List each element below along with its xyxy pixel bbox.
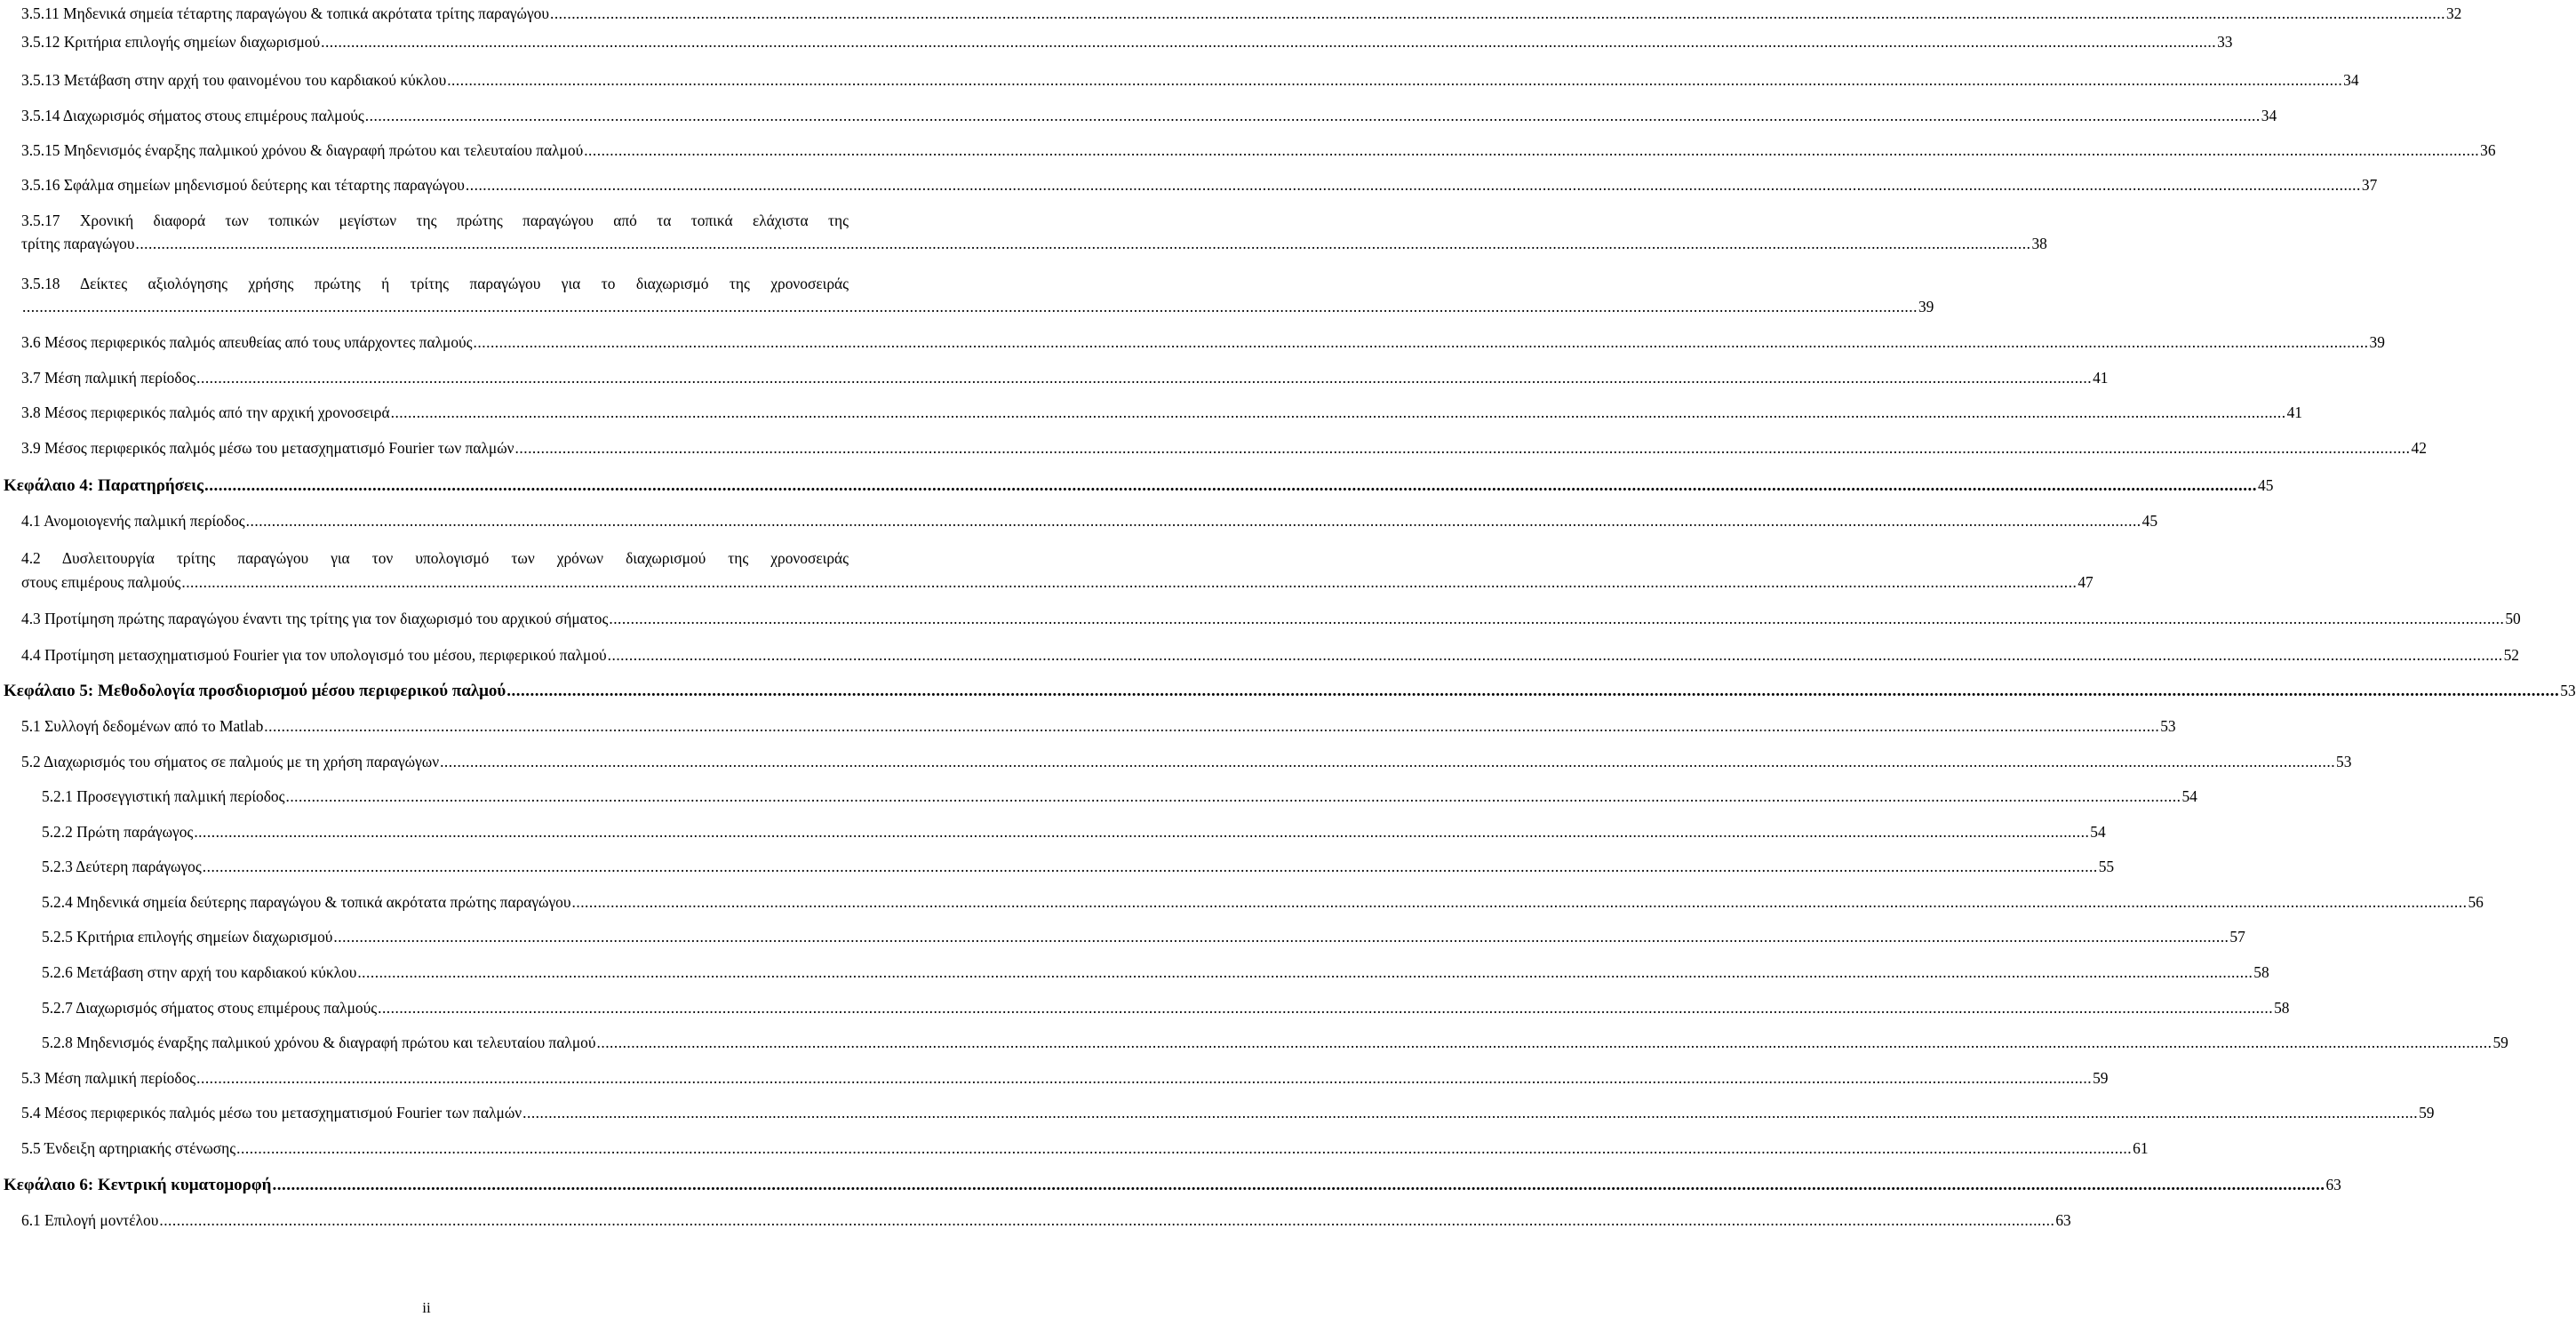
page-number: 41 [2093, 369, 2109, 387]
toc-entry[interactable]: 3.5.13 Μετάβαση στην αρχή του φαινομένου του καρδιακού κύκλου ..... 34 [21, 70, 849, 90]
leader-dots [391, 403, 2286, 422]
page-number: 53 [2560, 682, 2576, 699]
toc-entry[interactable]: 3.5.14 Διαχωρισμός σήματος στους επιμέρους παλμούς ..... 34 [21, 106, 849, 125]
page-number: 57 [2229, 928, 2245, 946]
leader-dots [608, 645, 2503, 665]
page-number: 58 [2274, 999, 2290, 1017]
leader-dots [196, 368, 2092, 387]
toc-entry[interactable]: 3.5.12 Κριτήρια επιλογής σημείων διαχωρισμού ..... 33 [21, 32, 849, 52]
leader-dots [264, 716, 2159, 736]
leader-dots [196, 1068, 2092, 1088]
toc-chapter-entry[interactable]: Κεφάλαιο 5: Μεθοδολογία προσδιορισμού μέσου περιφερικού παλμού ..... 53 [4, 681, 849, 701]
page-number: 52 [2503, 646, 2519, 664]
page-number: 61 [2133, 1139, 2149, 1157]
toc-entry[interactable]: 5.2.2 Πρώτη παράγωγος ..... 54 [42, 822, 849, 842]
leader-dots [272, 1176, 2325, 1195]
leader-dots [246, 511, 2141, 531]
page-number: 45 [2258, 476, 2274, 494]
leader-dots [597, 1033, 2492, 1052]
toc-entry[interactable]: 5.2.7 Διαχωρισμός σήματος στους επιμέρους παλμούς ..... 58 [42, 998, 849, 1018]
toc-entry[interactable]: 3.8 Μέσος περιφερικός παλμός από την αρχική χρονοσειρά ..... 41 [21, 403, 849, 422]
page-number: 54 [2090, 823, 2106, 841]
page-number: 59 [2093, 1069, 2109, 1087]
toc-entry[interactable]: 3.6 Μέσος περιφερικός παλμός απευθείας από τους υπάρχοντες παλμούς ..... 39 [21, 332, 849, 352]
page-number: 63 [2325, 1176, 2341, 1193]
leader-dots [204, 476, 2257, 496]
leader-dots [285, 786, 2181, 806]
page-number: 41 [2286, 403, 2302, 421]
leader-dots [181, 572, 2077, 592]
page-footer-number: ii [422, 1299, 431, 1316]
toc-entry[interactable]: 5.2.4 Μηδενικά σημεία δεύτερης παραγώγου & τοπικά ακρότατα πρώτης παραγώγου ..... 56 [42, 892, 849, 912]
leader-dots [474, 332, 2369, 352]
leader-dots [357, 962, 2253, 982]
toc-chapter-entry[interactable]: Κεφάλαιο 6: Κεντρική κυματομορφή ..... 63 [4, 1175, 849, 1195]
toc-entry[interactable]: 5.2.3 Δεύτερη παράγωγος ..... 55 [42, 857, 849, 876]
toc-entry[interactable]: 5.2.6 Μετάβαση στην αρχή του καρδιακού κύκλου ..... 58 [42, 962, 849, 982]
page-number: 54 [2181, 787, 2197, 805]
leader-dots [203, 857, 2098, 876]
leader-dots [159, 1210, 2054, 1230]
page-number: 38 [2031, 235, 2047, 252]
toc-entry[interactable]: 3.5.11 Μηδενικά σημεία τέταρτης παραγώγου & τοπικά ακρότατα τρίτης παραγώγου ..... 32 [21, 4, 849, 23]
page-number: 59 [2419, 1104, 2435, 1121]
leader-dots [22, 297, 1918, 316]
toc-entry[interactable]: 3.5.17 Χρονική διαφορά των τοπικών μεγίστων της πρώτης παραγώγου από τα τοπικά ελάχιστα της τρίτης παραγώγου ..... 38 [21, 211, 849, 253]
page-number: 32 [2445, 4, 2462, 22]
leader-dots [378, 998, 2273, 1018]
toc-entry[interactable]: 4.4 Προτίμηση μετασχηματισμού Fourier για τον υπολογισμό του μέσου, περιφερικού παλμού ..... 52 [21, 645, 849, 665]
page-number: 56 [2468, 893, 2484, 911]
leader-dots [135, 234, 2030, 253]
leader-dots [365, 106, 2261, 125]
toc-chapter-entry[interactable]: Κεφάλαιο 4: Παρατηρήσεις ..... 45 [4, 475, 849, 496]
page-number: 39 [2369, 333, 2385, 351]
page-number: 34 [2343, 71, 2359, 89]
page-number: 39 [1918, 298, 1934, 315]
page-number: 59 [2492, 1034, 2508, 1051]
page-number: 47 [2078, 573, 2093, 591]
leader-dots [440, 752, 2335, 771]
toc-entry[interactable]: 3.5.18 Δείκτες αξιολόγησης χρήσης πρώτης ή τρίτης παραγώγου για το διαχωρισμό της χρονοσειράς ..... 39 [21, 274, 849, 316]
leader-dots [609, 609, 2504, 628]
leader-dots [194, 822, 2089, 842]
toc-entry[interactable]: 5.2.8 Μηδενισμός έναρξης παλμικού χρόνου & διαγραφή πρώτου και τελευταίου παλμού ..... 59 [42, 1033, 849, 1052]
leader-dots [515, 438, 2411, 458]
leader-dots [572, 892, 2468, 912]
toc-entry[interactable]: 5.2.1 Προσεγγιστική παλμική περίοδος ..... 54 [42, 786, 849, 806]
toc-entry[interactable]: 5.2.5 Κριτήρια επιλογής σημείων διαχωρισμού ..... 57 [42, 927, 849, 946]
page-number: 45 [2141, 512, 2158, 530]
toc-entry[interactable]: 6.1 Επιλογή μοντέλου ..... 63 [21, 1210, 849, 1230]
toc-entry[interactable]: 5.5 Ένδειξη αρτηριακής στένωσης ..... 61 [21, 1138, 849, 1158]
leader-dots [522, 1103, 2418, 1122]
toc-entry[interactable]: 4.2 Δυσλειτουργία τρίτης παραγώγου για τον υπολογισμό των χρόνων διαχωρισμού της χρονοσειράς στους επιμέρους παλμούς ..... 47 [21, 548, 849, 592]
leader-dots [584, 140, 2479, 160]
page-number: 53 [2336, 753, 2352, 770]
toc-entry[interactable]: 3.7 Μέση παλμική περίοδος ..... 41 [21, 368, 849, 387]
page-number: 58 [2253, 963, 2269, 981]
leader-dots [447, 70, 2342, 90]
toc-entry[interactable]: 5.1 Συλλογή δεδομένων από το Matlab ..... 53 [21, 716, 849, 736]
leader-dots [236, 1138, 2132, 1158]
leader-dots [333, 927, 2229, 946]
page-number: 37 [2361, 176, 2378, 194]
toc-entry[interactable]: 5.4 Μέσος περιφερικός παλμός μέσω του μετασχηματισμού Fourier των παλμών ..... 59 [21, 1103, 849, 1122]
page-number: 63 [2055, 1211, 2071, 1229]
page-number: 42 [2411, 439, 2427, 457]
toc-entry[interactable]: 3.5.16 Σφάλμα σημείων μηδενισμού δεύτερης και τέταρτης παραγώγου ..... 37 [21, 175, 849, 195]
page-number: 33 [2217, 33, 2233, 51]
toc-entry[interactable]: 4.3 Προτίμηση πρώτης παραγώγου έναντι της τρίτης για τον διαχωρισμό του αρχικού σήματος ..... 50 [21, 609, 849, 628]
page-number: 34 [2261, 107, 2277, 124]
toc-entry[interactable]: 3.5.15 Μηδενισμός έναρξης παλμικού χρόνου & διαγραφή πρώτου και τελευταίου παλμού ..... 36 [21, 140, 849, 160]
leader-dots [550, 4, 2445, 23]
toc-entry[interactable]: 4.1 Ανομοιογενής παλμική περίοδος ..... 45 [21, 511, 849, 531]
toc-entry[interactable]: 5.3 Μέση παλμική περίοδος ..... 59 [21, 1068, 849, 1088]
page-number: 55 [2098, 858, 2115, 875]
leader-dots [506, 682, 2559, 701]
leader-dots [466, 175, 2361, 195]
page-number: 53 [2160, 717, 2176, 735]
toc-entry[interactable]: 5.2 Διαχωρισμός του σήματος σε παλμούς με τη χρήση παραγώγων ..... 53 [21, 752, 849, 771]
leader-dots [321, 32, 2216, 52]
toc-entry[interactable]: 3.9 Μέσος περιφερικός παλμός μέσω του μετασχηματισμό Fourier των παλμών ..... 42 [21, 438, 849, 458]
page-number: 50 [2505, 610, 2521, 627]
page-number: 36 [2480, 141, 2496, 159]
